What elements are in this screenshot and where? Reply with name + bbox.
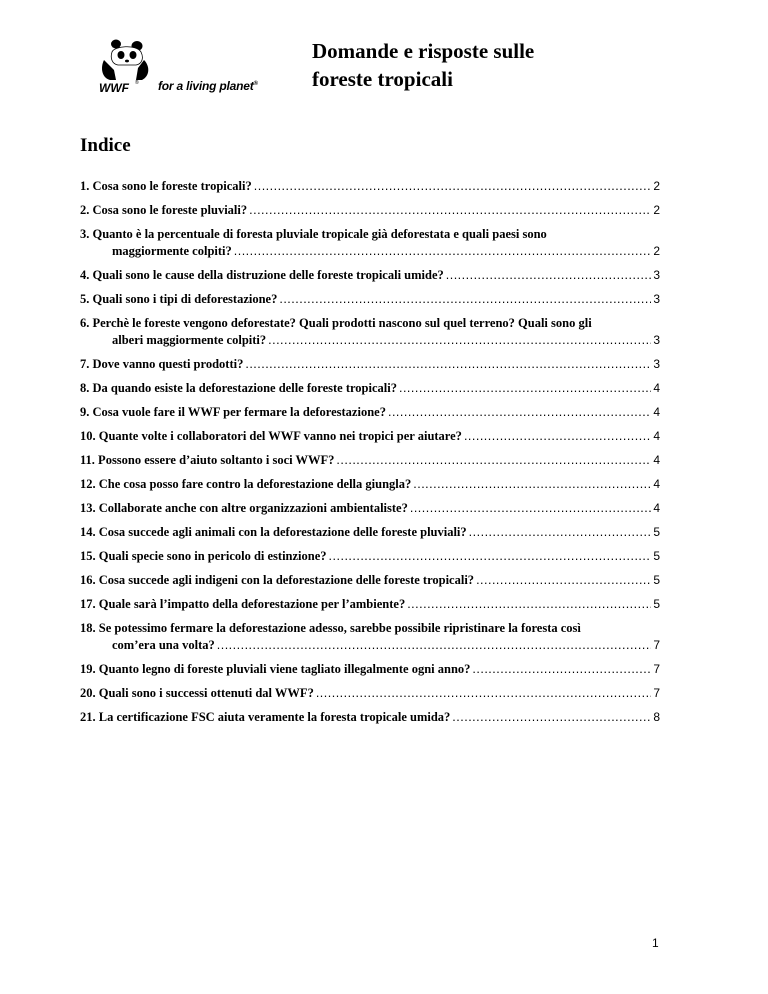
toc-entry-line bbox=[80, 428, 660, 445]
toc-entry[interactable] bbox=[80, 452, 660, 469]
toc-leader-dots bbox=[472, 661, 651, 678]
toc-entry-line bbox=[80, 548, 660, 565]
toc-page-number: 5 bbox=[653, 525, 660, 539]
toc-leader-dots bbox=[388, 404, 651, 421]
toc-entry-text: 21. La certificazione FSC aiuta veramente la foresta tropicale umida? bbox=[80, 710, 451, 724]
toc-page-number: 7 bbox=[653, 662, 660, 676]
toc-entry-text: maggiormente colpiti? bbox=[112, 244, 232, 258]
wwf-panda-logo bbox=[96, 38, 166, 94]
toc-entry-text: 6. Perchè le foreste vengono deforestate? Quali prodotti nascono sul quel terreno? Quali sono gli bbox=[80, 316, 592, 330]
toc-entry[interactable] bbox=[80, 380, 660, 397]
toc-page-number: 4 bbox=[653, 501, 660, 515]
toc-entry-line bbox=[80, 620, 660, 637]
toc-entry-line bbox=[80, 404, 660, 421]
toc-entry-line bbox=[80, 226, 660, 243]
toc-leader-dots bbox=[234, 243, 652, 260]
toc-entry-line bbox=[80, 596, 660, 613]
toc-page-number: 2 bbox=[653, 203, 660, 217]
toc-entry-line bbox=[80, 332, 660, 349]
toc-entry[interactable] bbox=[80, 572, 660, 589]
toc-entry-text: 20. Quali sono i successi ottenuti dal WWF? bbox=[80, 686, 314, 700]
toc-entry-line bbox=[80, 685, 660, 702]
document-title bbox=[312, 37, 534, 93]
toc-entry-text: 8. Da quando esiste la deforestazione delle foreste tropicali? bbox=[80, 381, 397, 395]
toc-entry-text: 5. Quali sono i tipi di deforestazione? bbox=[80, 292, 278, 306]
toc-entry[interactable] bbox=[80, 291, 660, 308]
toc-entry-line bbox=[80, 178, 660, 195]
toc-entry-text: 9. Cosa vuole fare il WWF per fermare la deforestazione? bbox=[80, 405, 386, 419]
toc-page-number: 3 bbox=[653, 333, 660, 347]
toc-entry[interactable] bbox=[80, 202, 660, 219]
toc-entry-line bbox=[80, 315, 660, 332]
toc-entry-text: 14. Cosa succede agli animali con la deforestazione delle foreste pluviali? bbox=[80, 525, 467, 539]
toc-entry-line bbox=[80, 291, 660, 308]
index-heading: Indice bbox=[80, 135, 131, 156]
toc-entry-text: 4. Quali sono le cause della distruzione delle foreste tropicali umide? bbox=[80, 268, 444, 282]
toc-entry[interactable] bbox=[80, 428, 660, 445]
toc-leader-dots bbox=[268, 332, 651, 349]
toc-leader-dots bbox=[452, 709, 651, 726]
toc-entry-text: 2. Cosa sono le foreste pluviali? bbox=[80, 203, 248, 217]
toc-entry-line bbox=[80, 661, 660, 678]
toc-entry-text: alberi maggiormente colpiti? bbox=[112, 333, 267, 347]
toc-page-number: 4 bbox=[653, 405, 660, 419]
toc-leader-dots bbox=[336, 452, 651, 469]
toc-entry-line bbox=[80, 356, 660, 373]
toc-entry-line bbox=[80, 524, 660, 541]
toc-entry-line bbox=[80, 452, 660, 469]
toc-entry[interactable] bbox=[80, 685, 660, 702]
toc-entry-line bbox=[80, 476, 660, 493]
toc-leader-dots bbox=[410, 500, 651, 517]
toc-leader-dots bbox=[279, 291, 651, 308]
toc-page-number: 7 bbox=[653, 638, 660, 652]
table-of-contents bbox=[80, 178, 660, 733]
toc-entry-line bbox=[80, 709, 660, 726]
toc-entry-text: 17. Quale sarà l’impatto della deforestazione per l’ambiente? bbox=[80, 597, 406, 611]
toc-page-number: 4 bbox=[653, 477, 660, 491]
toc-entry-line bbox=[80, 243, 660, 260]
toc-page-number: 7 bbox=[653, 686, 660, 700]
toc-entry-text: 7. Dove vanno questi prodotti? bbox=[80, 357, 244, 371]
toc-page-number: 3 bbox=[653, 268, 660, 282]
toc-entry-text: 18. Se potessimo fermare la deforestazione adesso, sarebbe possibile ripristinare la foresta così bbox=[80, 621, 581, 635]
toc-page-number: 4 bbox=[653, 381, 660, 395]
document-title-line-2: foreste tropicali bbox=[312, 67, 453, 91]
toc-page-number: 4 bbox=[653, 453, 660, 467]
toc-entry[interactable] bbox=[80, 315, 660, 349]
toc-entry-text: 1. Cosa sono le foreste tropicali? bbox=[80, 179, 252, 193]
svg-text:®: ® bbox=[135, 80, 139, 86]
toc-page-number: 4 bbox=[653, 429, 660, 443]
toc-entry-text: 11. Possono essere d’aiuto soltanto i soci WWF? bbox=[80, 453, 335, 467]
toc-entry[interactable] bbox=[80, 709, 660, 726]
toc-entry[interactable] bbox=[80, 661, 660, 678]
svg-text:WWF: WWF bbox=[99, 81, 129, 94]
toc-leader-dots bbox=[469, 524, 652, 541]
toc-page-number: 2 bbox=[653, 244, 660, 258]
toc-entry-text: 15. Quali specie sono in pericolo di estinzione? bbox=[80, 549, 327, 563]
toc-entry-text: 10. Quante volte i collaboratori del WWF vanno nei tropici per aiutare? bbox=[80, 429, 462, 443]
tagline bbox=[158, 79, 258, 93]
toc-entry-line bbox=[80, 637, 660, 654]
toc-leader-dots bbox=[316, 685, 651, 702]
toc-leader-dots bbox=[407, 596, 651, 613]
tagline-mark: ® bbox=[253, 81, 258, 87]
toc-entry[interactable] bbox=[80, 267, 660, 284]
toc-leader-dots bbox=[476, 572, 651, 589]
toc-leader-dots bbox=[217, 637, 652, 654]
toc-leader-dots bbox=[399, 380, 651, 397]
toc-page-number: 3 bbox=[653, 292, 660, 306]
toc-leader-dots bbox=[464, 428, 651, 445]
toc-entry[interactable] bbox=[80, 356, 660, 373]
toc-leader-dots bbox=[249, 202, 651, 219]
toc-entry-text: 12. Che cosa posso fare contro la deforestazione della giungla? bbox=[80, 477, 412, 491]
toc-entry-line bbox=[80, 202, 660, 219]
toc-entry-line bbox=[80, 267, 660, 284]
tagline-text: for a living planet bbox=[158, 79, 254, 93]
toc-leader-dots bbox=[446, 267, 652, 284]
toc-entry-text: 19. Quanto legno di foreste pluviali viene tagliato illegalmente ogni anno? bbox=[80, 662, 471, 676]
toc-entry[interactable] bbox=[80, 226, 660, 260]
toc-entry-text: 13. Collaborate anche con altre organizzazioni ambientaliste? bbox=[80, 501, 408, 515]
toc-entry[interactable] bbox=[80, 620, 660, 654]
toc-entry[interactable] bbox=[80, 178, 660, 195]
toc-page-number: 5 bbox=[653, 549, 660, 563]
toc-leader-dots bbox=[329, 548, 652, 565]
toc-entry-text: 16. Cosa succede agli indigeni con la deforestazione delle foreste tropicali? bbox=[80, 573, 475, 587]
toc-entry[interactable] bbox=[80, 596, 660, 613]
toc-page-number: 5 bbox=[653, 573, 660, 587]
toc-page-number: 5 bbox=[653, 597, 660, 611]
toc-entry[interactable] bbox=[80, 524, 660, 541]
toc-leader-dots bbox=[413, 476, 651, 493]
toc-entry-line bbox=[80, 500, 660, 517]
toc-entry[interactable] bbox=[80, 476, 660, 493]
toc-entry-text: 3. Quanto è la percentuale di foresta pluviale tropicale già deforestata e quali paesi sono bbox=[80, 227, 547, 241]
toc-entry[interactable] bbox=[80, 404, 660, 421]
toc-entry-text: com’era una volta? bbox=[112, 638, 215, 652]
document-title-line-1: Domande e risposte sulle bbox=[312, 39, 535, 63]
toc-entry-line bbox=[80, 572, 660, 589]
toc-page-number: 3 bbox=[653, 357, 660, 371]
toc-entry[interactable] bbox=[80, 500, 660, 517]
toc-leader-dots bbox=[245, 356, 651, 373]
toc-entry[interactable] bbox=[80, 548, 660, 565]
toc-page-number: 2 bbox=[653, 179, 660, 193]
toc-entry-line bbox=[80, 380, 660, 397]
toc-page-number: 8 bbox=[653, 710, 660, 724]
toc-leader-dots bbox=[254, 178, 652, 195]
page-number: 1 bbox=[652, 936, 659, 950]
